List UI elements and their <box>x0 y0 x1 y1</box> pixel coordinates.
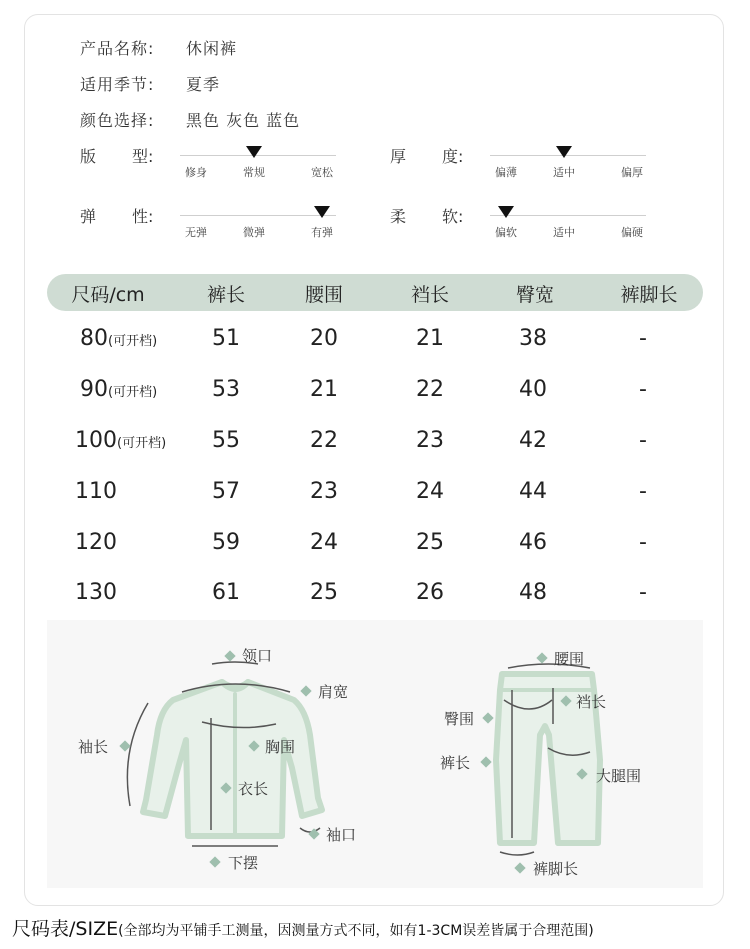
hip-cell: 48 <box>519 580 547 605</box>
stretch-label-b: 性: <box>132 207 154 226</box>
jacket-icon <box>143 682 322 836</box>
waist-cell: 20 <box>310 326 338 351</box>
length-cell: 51 <box>212 326 240 351</box>
thickness-option: 偏厚 <box>621 166 643 179</box>
softness-option: 适中 <box>553 226 575 239</box>
color-value: 黑色 灰色 蓝色 <box>186 111 301 130</box>
label-pants-length: 裤长 <box>440 754 471 772</box>
product-name-value: 休闲裤 <box>186 39 238 58</box>
length-cell: 55 <box>212 428 240 453</box>
rise-cell: 26 <box>416 580 444 605</box>
hip-cell: 40 <box>519 377 547 402</box>
leg-opening-cell: - <box>639 580 647 605</box>
leg-opening-cell: - <box>639 428 647 453</box>
rise-cell: 22 <box>416 377 444 402</box>
label-rise: 裆长 <box>576 693 607 711</box>
hip-cell: 42 <box>519 428 547 453</box>
header-length: 裤长 <box>206 284 245 306</box>
softness-option: 偏软 <box>495 226 517 239</box>
rise-cell: 25 <box>416 530 444 555</box>
leg-opening-arrow <box>500 852 534 855</box>
waist-cell: 24 <box>310 530 338 555</box>
rise-cell: 24 <box>416 479 444 504</box>
stretch-option: 无弹 <box>185 226 207 239</box>
size-note: (可开档) <box>108 385 158 400</box>
label-waist: 腰围 <box>554 650 585 668</box>
size-note: (可开档) <box>108 334 158 349</box>
hip-cell: 38 <box>519 326 547 351</box>
product-name-label: 产品名称: <box>80 39 155 58</box>
label-length: 衣长 <box>238 780 269 798</box>
label-hip: 臀围 <box>444 710 475 728</box>
season-label: 适用季节: <box>80 75 155 94</box>
leg-opening-cell: - <box>639 377 647 402</box>
header-leg-opening: 裤脚长 <box>620 284 678 306</box>
hip-cell: 46 <box>519 530 547 555</box>
size-value: 120 <box>75 530 117 555</box>
header-waist: 腰围 <box>304 284 343 306</box>
thickness-option: 适中 <box>553 166 575 179</box>
leg-opening-cell: - <box>639 479 647 504</box>
label-collar: 领口 <box>242 647 273 665</box>
header-size: 尺码/cm <box>71 284 145 306</box>
softness-label-a: 柔 <box>390 207 407 226</box>
thickness-label-b: 度: <box>442 147 464 166</box>
length-cell: 53 <box>212 377 240 402</box>
size-value: 100 <box>75 428 117 453</box>
label-sleeve: 袖长 <box>78 738 109 756</box>
size-value: 130 <box>75 580 117 605</box>
footer-note: (全部均为平铺手工测量，因测量方式不同，如有1-3CM误差皆属于合理范围) <box>118 923 594 939</box>
fit-option: 修身 <box>185 166 207 179</box>
size-value: 80 <box>80 326 108 351</box>
softness-label-b: 软: <box>442 207 464 226</box>
header-rise: 裆长 <box>410 284 449 306</box>
footer-caption <box>12 914 594 941</box>
fit-label-b: 型: <box>132 147 154 166</box>
rise-cell: 23 <box>416 428 444 453</box>
length-cell: 57 <box>212 479 240 504</box>
leg-opening-cell: - <box>639 326 647 351</box>
rise-cell: 21 <box>416 326 444 351</box>
thickness-label-a: 厚 <box>390 147 407 166</box>
label-cuff: 袖口 <box>326 826 357 844</box>
stretch-label-a: 弹 <box>80 207 97 226</box>
hip-cell: 44 <box>519 479 547 504</box>
season-value: 夏季 <box>186 75 221 94</box>
size-value: 90 <box>80 377 108 402</box>
length-cell: 61 <box>212 580 240 605</box>
header-hip: 臀宽 <box>515 284 554 306</box>
length-cell: 59 <box>212 530 240 555</box>
size-note: (可开档) <box>117 436 167 451</box>
stretch-option: 微弹 <box>243 226 265 239</box>
label-leg-opening: 裤脚长 <box>533 860 579 878</box>
leg-opening-cell: - <box>639 530 647 555</box>
fit-option: 常规 <box>243 166 265 179</box>
footer-title: 尺码表/SIZE <box>12 918 119 940</box>
fit-option: 宽松 <box>311 166 333 179</box>
size-value: 110 <box>75 479 117 504</box>
label-chest: 胸围 <box>265 738 296 756</box>
color-label: 颜色选择: <box>80 111 155 130</box>
label-hem: 下摆 <box>228 854 259 872</box>
waist-cell: 22 <box>310 428 338 453</box>
label-thigh: 大腿围 <box>596 767 642 785</box>
thickness-option: 偏薄 <box>495 166 517 179</box>
waist-cell: 25 <box>310 580 338 605</box>
waist-cell: 21 <box>310 377 338 402</box>
stretch-option: 有弹 <box>311 226 333 239</box>
fit-label-a: 版 <box>80 147 97 166</box>
waist-cell: 23 <box>310 479 338 504</box>
label-shoulder: 肩宽 <box>318 683 349 701</box>
softness-option: 偏硬 <box>621 226 643 239</box>
